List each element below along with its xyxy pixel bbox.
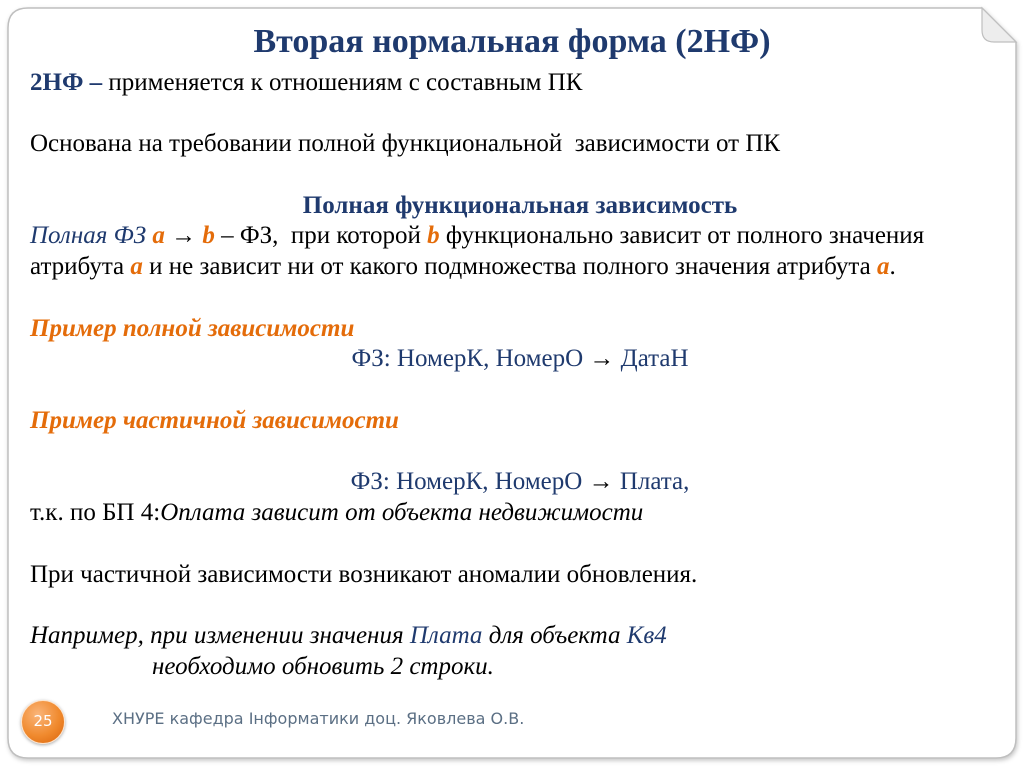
anomaly-note: При частичной зависимости возникают аномалии обновления. <box>30 560 698 588</box>
update-example-line-2: необходимо обновить 2 строки. <box>152 652 494 680</box>
definition-text: атрибута <box>30 253 131 281</box>
spacer <box>30 98 1010 129</box>
spacer <box>30 529 1010 560</box>
intro-term: 2НФ – <box>30 68 103 96</box>
definition-period: . <box>889 253 896 281</box>
attribute-a: a <box>130 253 143 281</box>
arrow-symbol: → <box>588 468 614 496</box>
page-number: 25 <box>33 712 53 730</box>
spacer <box>30 437 1010 468</box>
footer-text: ХНУРЕ кафедра Інформатики доц. Яковлева О.В. <box>112 709 525 728</box>
partial-example-fd <box>30 467 1010 498</box>
update-example-text: Например, при изменении значения <box>30 622 410 650</box>
fd-dependent: ДатаН <box>614 345 689 373</box>
slide-content <box>30 68 1010 683</box>
slide-title: Вторая нормальная форма (2НФ) <box>253 23 771 60</box>
attribute-b: b <box>427 222 440 250</box>
definition-line-1 <box>30 221 1010 252</box>
attribute-a: a <box>152 222 165 250</box>
page-number-badge <box>21 700 65 744</box>
reason-text: Оплата зависит от объекта недвижимости <box>160 499 644 527</box>
definition-text: и не зависит ни от какого подмножества полного значения атрибута <box>142 253 877 281</box>
intro-text: применяется к отношениям с составным ПК <box>102 68 583 96</box>
update-example-object: Кв4 <box>626 622 667 650</box>
update-example-line-1 <box>30 621 1010 652</box>
update-example-field: Плата <box>409 622 483 650</box>
basis-line: Основана на требовании полной функциональной зависимости от ПК <box>30 130 781 158</box>
spacer <box>30 590 1010 621</box>
full-dependency-heading: Полная функциональная зависимость <box>302 191 738 219</box>
definition-text: – ФЗ, при которой <box>214 222 428 250</box>
definition-text: функционально зависит от полного значения <box>439 222 925 250</box>
attribute-b: b <box>202 222 215 250</box>
intro-line <box>30 68 1010 99</box>
update-example-text: для объекта <box>482 622 627 650</box>
arrow-symbol: → <box>164 222 203 250</box>
fd-determinant: ФЗ: НомерК, НомерО <box>351 345 590 373</box>
fd-determinant: ФЗ: НомерК, НомерО <box>350 468 589 496</box>
spacer <box>30 375 1010 406</box>
reason-prefix: т.к. по БП 4: <box>30 499 161 527</box>
full-example-label: Пример полной зависимости <box>30 314 355 342</box>
definition-line-2 <box>30 252 1010 283</box>
spacer <box>30 283 1010 314</box>
spacer <box>30 160 1010 191</box>
attribute-a: a <box>876 253 890 281</box>
definition-term: Полная ФЗ <box>30 222 153 250</box>
full-example-fd <box>30 344 1010 375</box>
partial-reason-line <box>30 498 1010 529</box>
partial-example-label: Пример частичной зависимости <box>30 406 399 434</box>
fd-dependent: Плата, <box>613 468 690 496</box>
arrow-symbol: → <box>589 345 615 373</box>
